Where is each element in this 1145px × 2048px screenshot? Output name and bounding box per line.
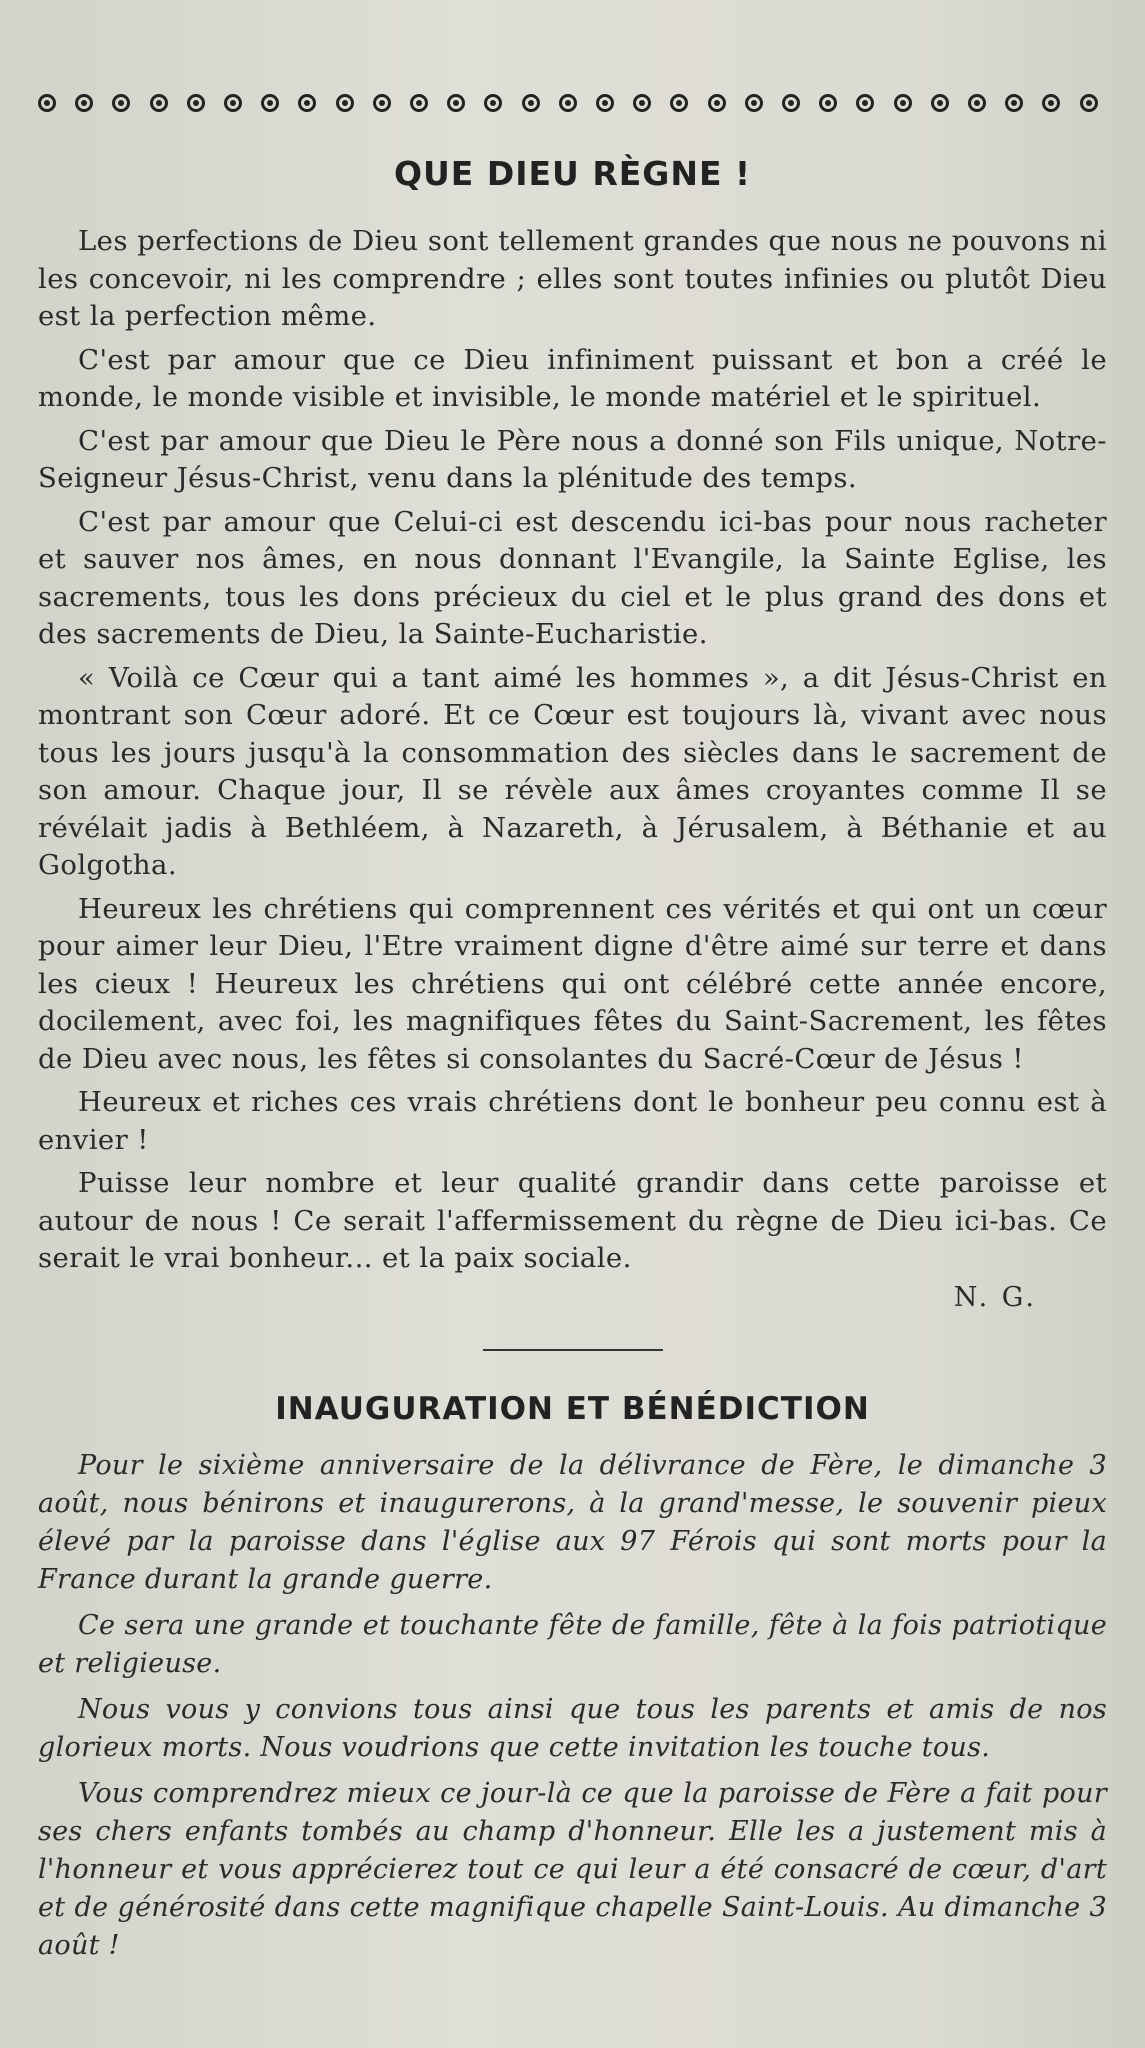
ornament-dot-icon (931, 94, 949, 112)
ornament-dot-icon (670, 94, 688, 112)
ornament-dot-icon (298, 94, 316, 112)
ornament-dot-icon (522, 94, 540, 112)
paragraph: C'est par amour que Celui-ci est descendu ici-bas pour nous racheter et sauver nos âmes, en nous donnant l'Evangile, la Sainte Eglise, les sacrements, tous les dons précieux du ciel et le plus grand des dons et des sacrements de Dieu, la Sainte-Eucharistie. (38, 505, 1107, 650)
ornament-dot-icon (782, 94, 800, 112)
ornament-dot-icon (894, 94, 912, 112)
ornament-dot-icon (708, 94, 726, 112)
paragraph: Puisse leur nombre et leur qualité grandir dans cette paroisse et autour de nous ! Ce serait l'affermissement du règne de Dieu ici-bas. Ce serait le vrai bonheur... et la paix sociale. (38, 1167, 1107, 1274)
ornament-dot-icon (968, 94, 986, 112)
ornament-dot-icon (856, 94, 874, 112)
ornament-dot-icon (112, 94, 130, 112)
paragraph: C'est par amour que Dieu le Père nous a donné son Fils unique, Notre-Seigneur Jésus-Christ, venu dans la plénitude des temps. (38, 424, 1107, 494)
paragraph: Heureux les chrétiens qui comprennent ces vérités et qui ont un cœur pour aimer leur Dieu, l'Etre vraiment digne d'être aimé sur terre et dans les cieux ! Heureux les chrétiens qui ont célébré cette année encore, docilement, avec foi, les magnifiques fêtes du Saint-Sacrement, les fêtes de Dieu avec nous, les fêtes si consolantes du Sacré-Cœur de Jésus ! (38, 892, 1107, 1075)
ornament-dot-icon (1005, 94, 1023, 112)
ornament-dot-icon (410, 94, 428, 112)
ornament-dot-icon (150, 94, 168, 112)
paragraph: Nous vous y convions tous ainsi que tous les parents et amis de nos glorieux morts. Nous voudrions que cette invitation les touche tous. (38, 1693, 1107, 1763)
ornament-dot-icon (633, 94, 651, 112)
paragraph: Ce sera une grande et touchante fête de famille, fête à la fois patriotique et religieuse. (38, 1609, 1107, 1679)
ornament-dot-icon (336, 94, 354, 112)
paragraph: C'est par amour que ce Dieu infiniment puissant et bon a créé le monde, le monde visible et invisible, le monde matériel et le spirituel. (38, 343, 1107, 413)
paragraph: « Voilà ce Cœur qui a tant aimé les hommes », a dit Jésus-Christ en montrant son Cœur adoré. Et ce Cœur est toujours là, vivant avec nous tous les jours jusqu'à la consommation des siècles dans le sacrement de son amour. Chaque jour, Il se révèle aux âmes croyantes comme Il se révélait jadis à Bethléem, à Nazareth, à Jérusalem, à Béthanie et au Golgotha. (38, 661, 1107, 881)
ornament-dot-icon (75, 94, 93, 112)
ornament-dot-icon (38, 94, 56, 112)
ornament-dot-icon (819, 94, 837, 112)
signature: N. G. (953, 1281, 1037, 1313)
ornament-dot-icon (447, 94, 465, 112)
ornament-dot-icon (187, 94, 205, 112)
ornament-dot-icon (745, 94, 763, 112)
ornament-dot-icon (224, 94, 242, 112)
section-divider (483, 1349, 663, 1351)
paragraph: Vous comprendrez mieux ce jour-là ce que la paroisse de Fère a fait pour ses chers enfants tombés au champ d'honneur. Elle les a justement mis à l'honneur et vous apprécierez tout ce qui leur a été consacré de cœur, d'art et de générosité dans cette magnifique chapelle Saint-Louis. Au dimanche 3 août ! (38, 1777, 1107, 1961)
ornament-dot-icon (484, 94, 502, 112)
article-title-que-dieu-regne: QUE DIEU RÈGNE ! (393, 154, 752, 193)
decorative-border (38, 88, 1098, 118)
ornament-dot-icon (596, 94, 614, 112)
article-body-inauguration (38, 1447, 1107, 1965)
paragraph: Heureux et riches ces vrais chrétiens dont le bonheur peu connu est à envier ! (38, 1086, 1107, 1156)
ornament-dot-icon (1042, 94, 1060, 112)
paragraph: Pour le sixième anniversaire de la délivrance de Fère, le dimanche 3 août, nous bénirons et inaugurerons, à la grand'messe, le souvenir pieux élevé par la paroisse dans l'église aux 97 Férois qui sont morts pour la France durant la grande guerre. (38, 1449, 1107, 1595)
ornament-dot-icon (559, 94, 577, 112)
article-body-que-dieu-regne (38, 223, 1107, 1278)
ornament-dot-icon (1080, 94, 1098, 112)
ornament-dot-icon (261, 94, 279, 112)
ornament-dot-icon (373, 94, 391, 112)
article-title-inauguration: INAUGURATION ET BÉNÉDICTION (275, 1390, 870, 1427)
paragraph: Les perfections de Dieu sont tellement grandes que nous ne pouvons ni les concevoir, ni les comprendre ; elles sont toutes infinies ou plutôt Dieu est la perfection même. (38, 225, 1107, 332)
